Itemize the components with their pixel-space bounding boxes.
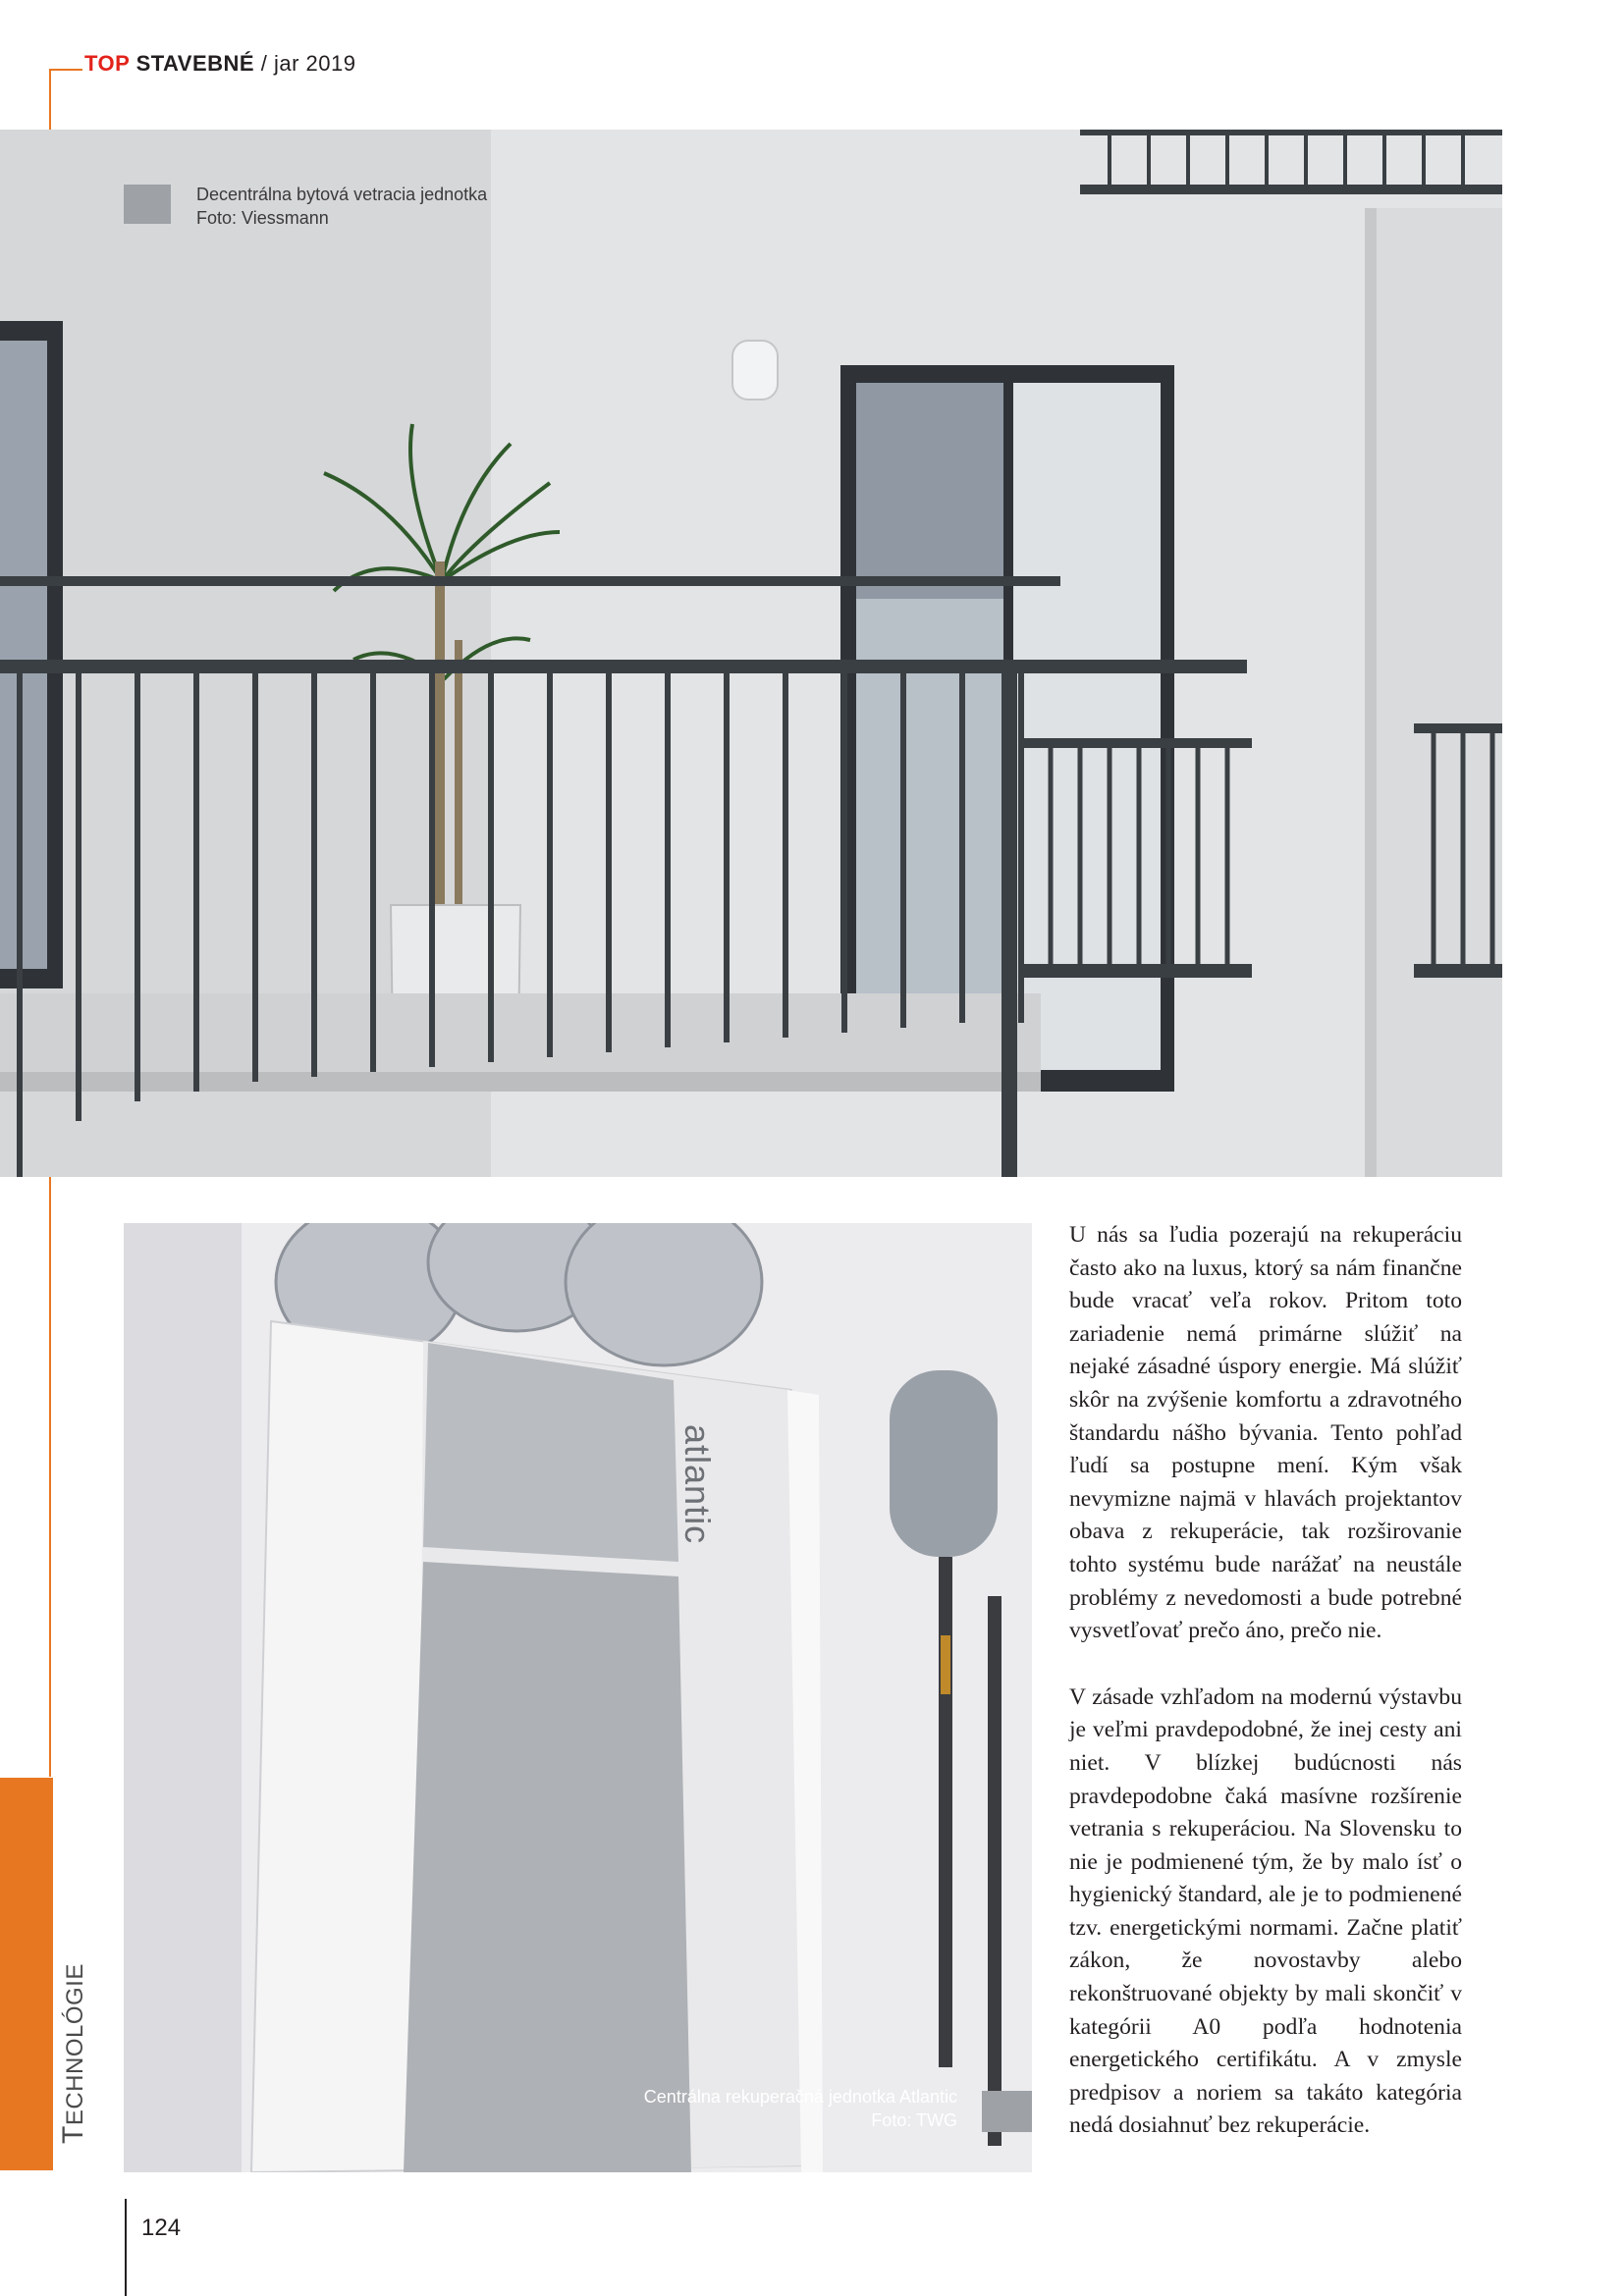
- section-label-rest: ECHNOLÓGIE: [62, 1963, 88, 2126]
- unit-caption: [644, 2085, 957, 2132]
- brand-top: TOP: [84, 51, 130, 76]
- facade-illustration: [0, 130, 1502, 1177]
- section-tab: [0, 1778, 53, 2170]
- header-orange-rule: [49, 69, 82, 71]
- running-header: [84, 51, 355, 77]
- unit-caption-wrap: [589, 2085, 957, 2136]
- unit-brand-label: atlantic: [677, 1424, 718, 1545]
- brand-name: STAVEBNÉ: [135, 51, 255, 76]
- facade-caption-title: Decentrálna bytová vetracia jednotka: [196, 185, 488, 204]
- issue-label: / jar 2019: [260, 51, 356, 76]
- facade-caption: [196, 183, 487, 230]
- article-body: [1069, 1219, 1462, 2176]
- caption-marker: [982, 2091, 1032, 2132]
- page-number-rule: [125, 2199, 127, 2296]
- facade-caption-credit: Foto: Viessmann: [196, 208, 329, 228]
- caption-marker: [124, 185, 171, 224]
- page-number: 124: [141, 2215, 182, 2241]
- facade-photo: [0, 130, 1502, 1177]
- ventilation-unit-illustration: [124, 1223, 1032, 2172]
- article-paragraph: U nás sa ľudia pozerajú na rekuperáciu často ako na luxus, ktorý sa nám finančne bude vracať veľa rokov. Pritom toto zariadenie nemá primárne slúžiť na nejaké zásadné úspory energie. Má slúžiť skôr na zvýšenie komfortu a zdravotného štandardu nášho bývania. Tento pohľad ľudí sa postupne mení. Kým však nevymizne najmä v hlavách projektantov obava z rekuperácie, tak rozširovanie tohto systému bude narážať na neustále problémy z nevedomosti a bude potrebné vysvetľovať prečo áno, prečo nie.: [1069, 1222, 1462, 1644]
- unit-caption-credit: Foto: TWG: [871, 2110, 957, 2130]
- ventilation-unit-photo: [124, 1223, 1032, 2172]
- unit-caption-title: Centrálna rekuperačná jednotka Atlantic: [643, 2087, 957, 2107]
- article-paragraph: V zásade vzhľadom na modernú výstavbu je veľmi pravdepodobné, že inej cesty ani niet. V blízkej budúcnosti nás pravdepodobne čaká masívne rozšírenie vetrania s rekuperáciou. Na Slovensku to nie je podmienené tým, že by malo ísť o hygienický štandard, ale je to podmienené tzv. energetickými normami. Začne platiť zákon, že novostavby alebo rekonštruované objekty by mali skončiť v kategórii A0 podľa hodnotenia energetického certifikátu. A v zmysle predpisov a noriem sa takáto kategória nedá dosiahnuť bez rekuperácie.: [1069, 1683, 1462, 2139]
- section-label-initial: T: [57, 2125, 89, 2144]
- section-label: [57, 1963, 90, 2144]
